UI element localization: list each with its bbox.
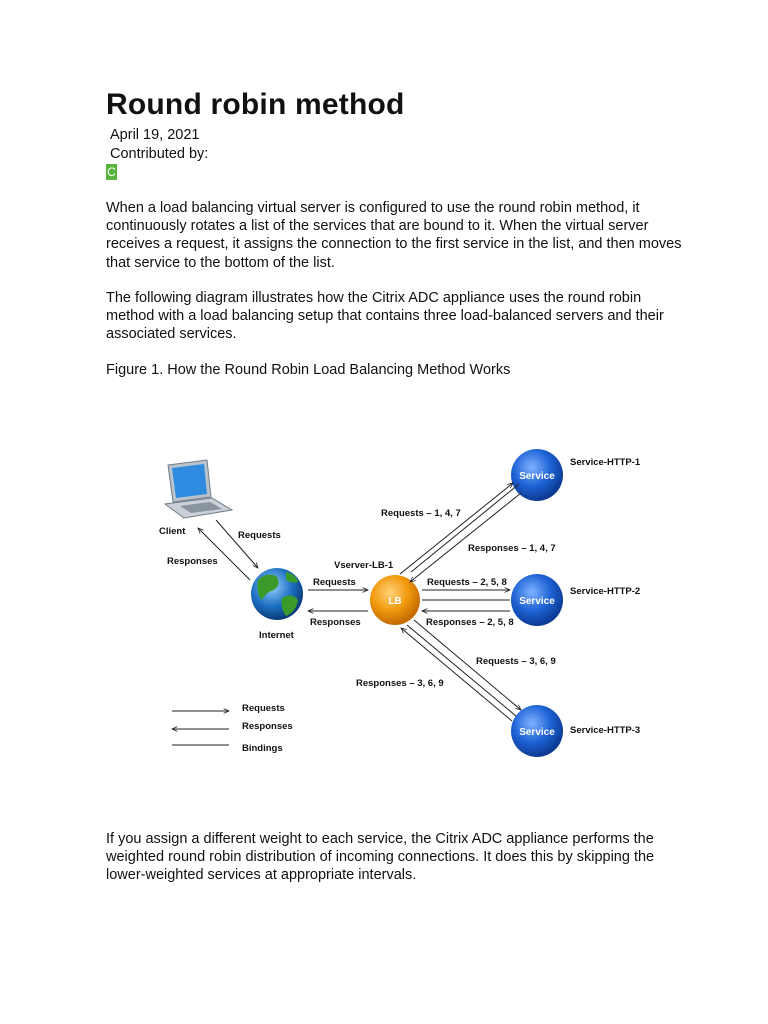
paragraph-weighted: If you assign a different weight to each service, the Citrix ADC appliance performs the weighted round robin distribution of incoming connections. It does this by skipping the lower-weighted services at appropriate intervals. [106, 831, 655, 884]
service-3-response-arrow [401, 628, 512, 721]
service-1-node-label: Service [519, 471, 555, 482]
client-requests-label: Requests [238, 530, 281, 541]
internet-responses-label: Responses [310, 617, 361, 628]
service-3-requests-label: Requests – 3, 6, 9 [476, 656, 556, 667]
service-1-requests-label: Requests – 1, 4, 7 [381, 508, 461, 519]
figure-caption: Figure 1. How the Round Robin Load Balancing Method Works [106, 362, 511, 378]
service-2-responses-label: Responses – 2, 5, 8 [426, 617, 514, 628]
page-title: Round robin method [106, 88, 405, 121]
service-2-requests-label: Requests – 2, 5, 8 [427, 577, 507, 588]
contributor-avatar[interactable]: C [107, 165, 116, 179]
paragraph-diagram-intro: The following diagram illustrates how the Citrix ADC appliance uses the round robin method with a load balancing setup that contains three load-balanced servers and their associated services. [106, 290, 664, 343]
globe-icon [251, 568, 303, 620]
client-label: Client [159, 526, 186, 537]
legend-bindings-label: Bindings [242, 743, 283, 754]
service-1-binding-line [411, 484, 519, 572]
vserver-label: Vserver-LB-1 [334, 560, 394, 571]
internet-requests-label: Requests [313, 577, 356, 588]
client-responses-label: Responses [167, 556, 218, 567]
client-request-arrow [216, 520, 258, 568]
legend-responses-label: Responses [242, 721, 293, 732]
contributed-by-label: Contributed by: [110, 146, 209, 162]
internet-label: Internet [259, 630, 294, 641]
publish-date: April 19, 2021 [110, 127, 200, 143]
service-3-name: Service-HTTP-3 [570, 725, 641, 736]
service-3-node-label: Service [519, 727, 555, 738]
lb-node-label: LB [388, 596, 402, 607]
service-2-name: Service-HTTP-2 [570, 586, 641, 597]
service-1-name: Service-HTTP-1 [570, 457, 641, 468]
paragraph-intro: When a load balancing virtual server is configured to use the round robin method, it continuously rotates a list of the services that are bound to it. When the virtual server receives a request, it assigns the connection to the first service in the list, and then moves that service to the bottom of the list. [106, 200, 682, 271]
service-1-response-arrow [410, 493, 521, 582]
service-1-responses-label: Responses – 1, 4, 7 [468, 543, 556, 554]
legend-requests-label: Requests [242, 703, 285, 714]
service-3-responses-label: Responses – 3, 6, 9 [356, 678, 444, 689]
service-2-node-label: Service [519, 596, 555, 607]
service-1-request-arrow [400, 483, 513, 574]
laptop-icon [165, 460, 232, 518]
service-3-binding-line [407, 625, 516, 716]
